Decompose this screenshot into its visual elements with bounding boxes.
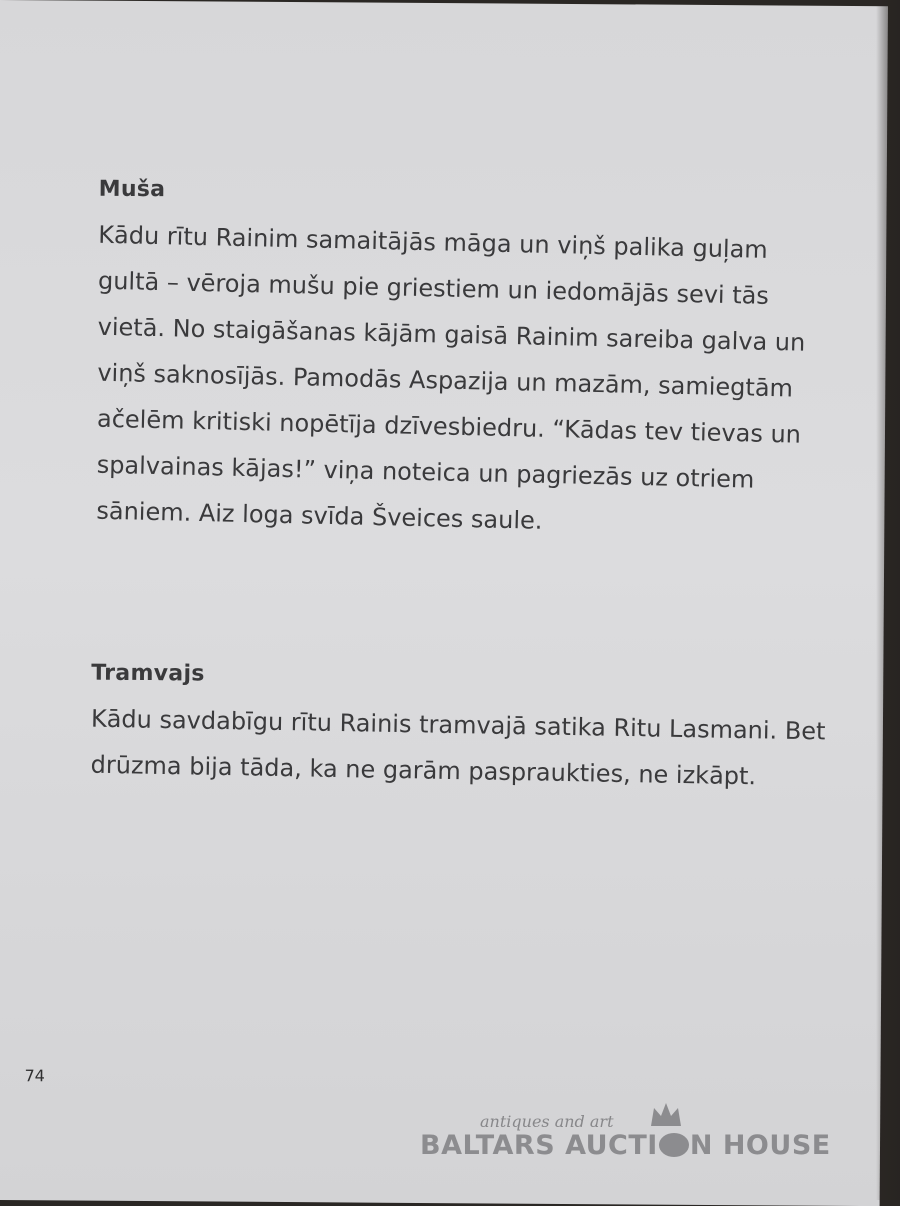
section-title: Tramvajs [91, 660, 205, 687]
watermark-name [420, 1130, 831, 1161]
text-line: sāniem. Aiz loga svīda Šveices saule. [96, 496, 543, 535]
section-body [96, 212, 858, 539]
crown-icon [648, 1100, 684, 1130]
text-line: gultā – vēroja mušu pie griestiem un iedomājās sevi tās [97, 266, 770, 310]
watermark-tagline: antiques and art [480, 1112, 614, 1131]
text-line: Kādu rītu Rainim samaitājās māga un viņš palika guļam [98, 220, 769, 264]
section-title: Muša [98, 176, 166, 203]
text-line: drūzma bija tāda, ka ne garām paspraukties, ne izkāpt. [90, 750, 757, 791]
section-musa [96, 177, 858, 539]
page-number: 74 [24, 1066, 45, 1086]
section-body [91, 696, 852, 793]
watermark [420, 1100, 831, 1170]
text-line: ačelēm kritiski nopētīja dzīvesbiedru. “Kādas tev tievas un [96, 404, 802, 449]
section-tramvajs [91, 661, 852, 793]
text-line: vietā. No staigāšanas kājām gaisā Rainim sareiba galva un [97, 312, 806, 357]
text-line: spalvainas kājas!” viņa noteica un pagriezās uz otriem [96, 450, 755, 494]
watermark-name-part1: BALTARS AUCTI [420, 1130, 658, 1161]
watermark-name-part2: N HOUSE [689, 1130, 831, 1161]
text-line: Kādu savdabīgu rītu Rainis tramvajā satika Ritu Lasmani. Bet [90, 704, 826, 746]
watermark-o-icon [659, 1133, 689, 1157]
text-line: viņš saknosījās. Pamodās Aspazija un mazām, samiegtām [97, 358, 794, 403]
page-edge-shadow [876, 0, 900, 1200]
